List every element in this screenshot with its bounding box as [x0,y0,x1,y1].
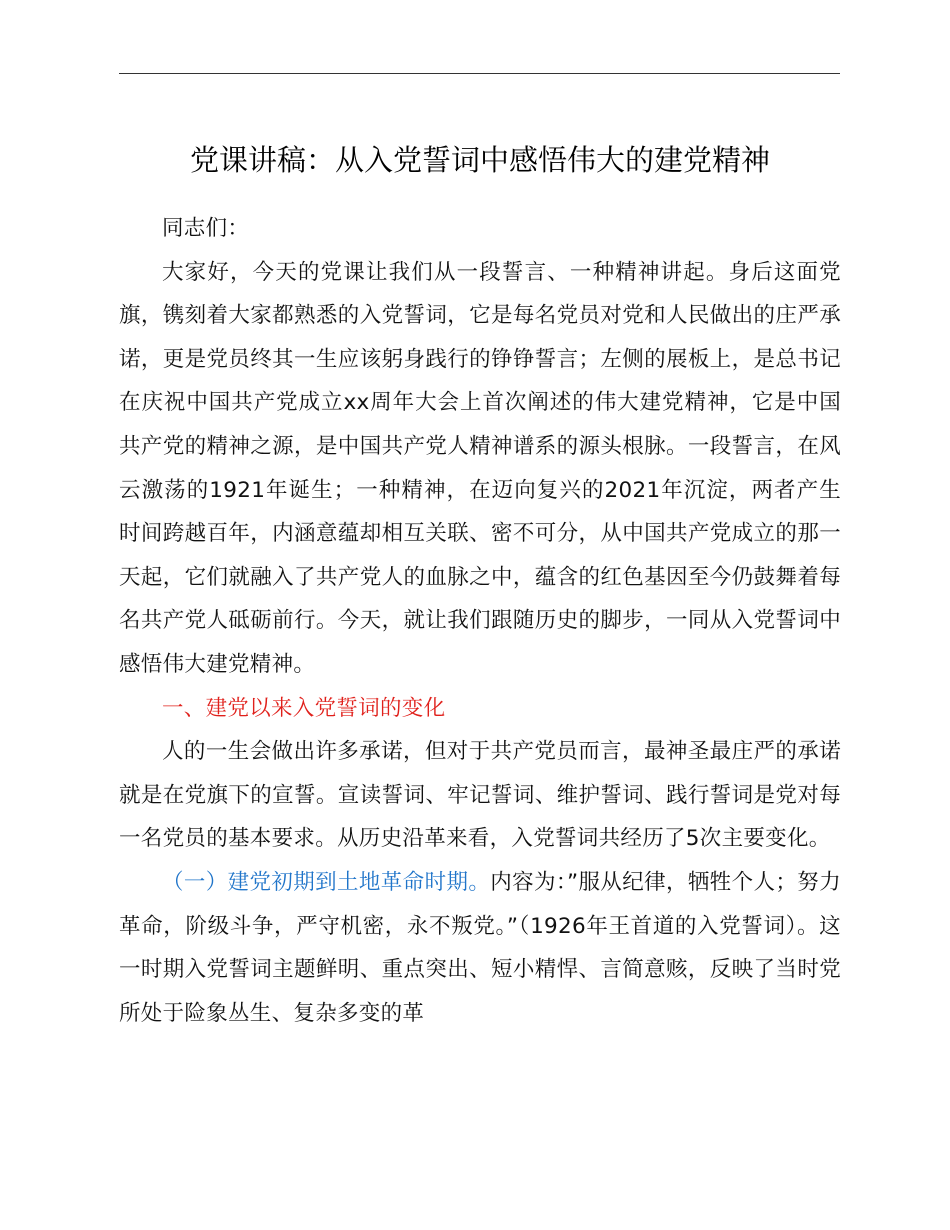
document-body [119,207,841,1035]
section-paragraph: 人的一生会做出许多承诺，但对于共产党员而言，最神圣最庄严的承诺就是在党旗下的宣誓。宣读誓词、牢记誓词、维护誓词、践行誓词是党对每一名党员的基本要求。从历史沿革来看，入党誓词共经历了5次主要变化。 [119,739,841,852]
page-title: 党课讲稿：从入党誓词中感悟伟大的建党精神 [189,143,770,177]
salutation: 同志们： [162,216,250,241]
subsection-text: 内容为：”服从纪律，牺牲个人；努力革命，阶级斗争，严守机密，永不叛党。”（1926年王首道的入党誓词）。这一时期入党誓词主题鲜明、重点突出、短小精悍、言简意赅，反映了当时党所处于险象丛生、复杂多变的革 [119,869,841,1026]
intro-paragraph: 大家好，今天的党课让我们从一段誓言、一种精神讲起。身后这面党旗，镌刻着大家都熟悉的入党誓词，它是每名党员对党和人民做出的庄严承诺，更是党员终其一生应该躬身践行的铮铮誓言；左侧的展板上，是总书记在庆祝中国共产党成立xx周年大会上首次阐述的伟大建党精神，它是中国共产党的精神之源，是中国共产党人精神谱系的源头根脉。一段誓言，在风云激荡的1921年诞生；一种精神，在迈向复兴的2021年沉淀，两者产生时间跨越百年，内涵意蕴却相互关联、密不可分，从中国共产党成立的那一天起，它们就融入了共产党人的血脉之中，蕴含的红色基因至今仍鼓舞着每名共产党人砥砺前行。今天，就让我们跟随历史的脚步，一同从入党誓词中感悟伟大建党精神。 [119,259,841,677]
subsection-paragraph [119,861,841,1035]
subsection-heading: （一）建党初期到土地革命时期。 [162,869,491,895]
header-rule [119,73,840,74]
section-heading: 一、建党以来入党誓词的变化 [162,695,446,721]
